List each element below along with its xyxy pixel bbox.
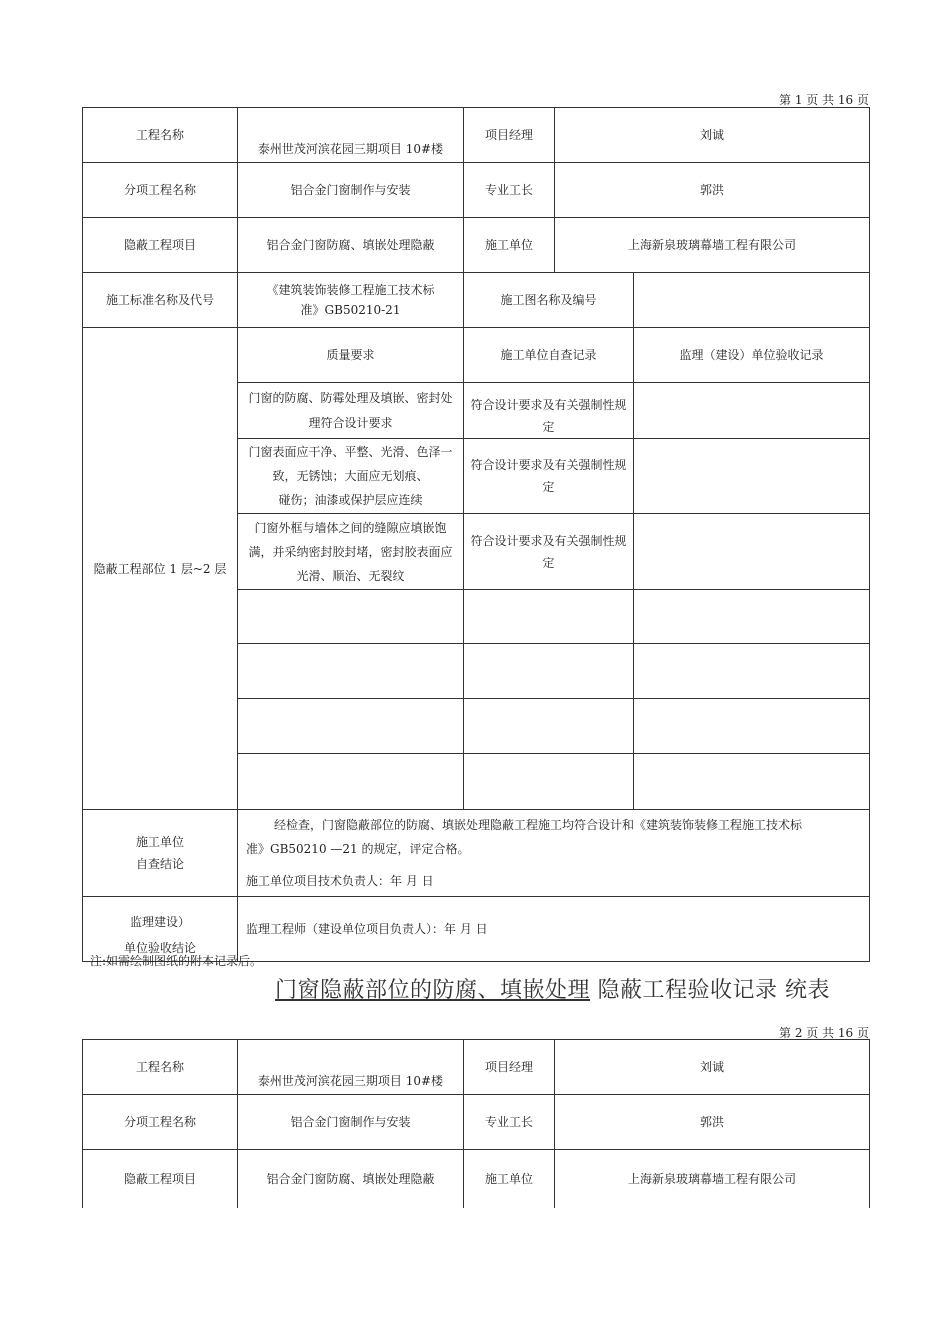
sub-project-label: 分项工程名称	[83, 1095, 238, 1150]
supervisor-sign: 监理工程师（建设单位项目负责人）：年 月 日	[238, 897, 870, 962]
check-header-quality: 质量要求	[238, 328, 464, 383]
pm-value: 刘诚	[555, 108, 870, 163]
self-check-label-1: 施工单位	[135, 835, 184, 849]
self-check-label-2: 自查结论	[135, 857, 184, 871]
self-check-sign: 施工单位项目技术负责人：年 月 日	[246, 874, 434, 888]
project-name-value: 泰州世茂河滨花园三期项目 10#楼	[238, 108, 464, 163]
empty-cell	[634, 590, 870, 644]
foreman-value: 郭洪	[555, 163, 870, 218]
check-row-3-supervisor	[634, 514, 870, 590]
check-3-line-1: 门窗外框与墙体之间的缝隙应填嵌饱	[254, 520, 447, 535]
empty-cell	[464, 590, 634, 644]
self-check-conclusion	[238, 810, 870, 897]
check-2-line-2: 致，无锈蚀；大面应无划痕、	[272, 469, 429, 483]
check-row-2-supervisor	[634, 439, 870, 514]
standard-line-2: 准》GB50210-21	[300, 303, 401, 317]
sub-project-label: 分项工程名称	[83, 163, 238, 218]
page-number: 第 1 页 共 16 页	[779, 93, 869, 107]
drawing-value	[634, 273, 870, 328]
empty-cell	[634, 754, 870, 810]
self-check-text-1: 经检查，门窗隐蔽部位的防腐、填嵌处理隐蔽工程施工均符合设计和《建筑装饰装修工程施工技术标	[274, 818, 803, 832]
check-header-supervisor: 监理（建设）单位验收记录	[634, 328, 870, 383]
contractor-value: 上海新泉玻璃幕墙工程有限公司	[555, 218, 870, 273]
check-row-1-supervisor	[634, 383, 870, 439]
pm-value: 刘诚	[555, 1040, 870, 1095]
standard-value	[238, 273, 464, 328]
document-title	[275, 973, 830, 1004]
title-underlined: 门窗隐蔽部位的防腐、填嵌处理	[275, 978, 591, 1003]
drawing-label: 施工图名称及编号	[464, 273, 634, 328]
footnote: 注:如需绘制图纸的附本记录后。	[90, 954, 263, 968]
empty-cell	[634, 699, 870, 754]
check-row-1-self: 符合设计要求及有关强制性规定	[464, 383, 634, 439]
check-1-line-1: 门窗的防腐、防霉处理及填嵌、密封处	[248, 390, 453, 405]
check-row-1-quality	[238, 383, 464, 439]
sub-project-value: 铝合金门窗制作与安装	[238, 1095, 464, 1150]
inspection-form-page2	[82, 1039, 870, 1208]
title-rest: 隐蔽工程验收记录 统表	[590, 978, 831, 1003]
inspection-form-page1	[82, 107, 870, 962]
foreman-value: 郭洪	[555, 1095, 870, 1150]
location-label: 隐蔽工程部位 1 层~2 层	[83, 328, 238, 810]
check-1-line-2: 理符合设计要求	[308, 415, 393, 430]
standard-line-1: 《建筑装饰装修工程施工技术标	[266, 283, 435, 297]
empty-cell	[238, 590, 464, 644]
empty-cell	[634, 644, 870, 699]
empty-cell	[238, 754, 464, 810]
check-row-3-quality	[238, 514, 464, 590]
check-header-self: 施工单位自查记录	[464, 328, 634, 383]
empty-cell	[464, 754, 634, 810]
standard-label: 施工标准名称及代号	[83, 273, 238, 328]
check-3-line-2: 满，并采纳密封胶封堵，密封胶表面应	[248, 544, 453, 559]
hidden-item-value: 铝合金门窗防腐、填嵌处理隐蔽	[238, 1150, 464, 1208]
check-row-2-self: 符合设计要求及有关强制性规定	[464, 439, 634, 514]
project-name-value: 泰州世茂河滨花园三期项目 10#楼	[238, 1040, 464, 1095]
project-name-label: 工程名称	[83, 108, 238, 163]
empty-cell	[464, 644, 634, 699]
contractor-label: 施工单位	[464, 218, 555, 273]
pm-label: 项目经理	[464, 108, 555, 163]
foreman-label: 专业工长	[464, 163, 555, 218]
sub-project-value: 铝合金门窗制作与安装	[238, 163, 464, 218]
project-name-label: 工程名称	[83, 1040, 238, 1095]
page-number-2: 第 2 页 共 16 页	[779, 1026, 869, 1040]
hidden-item-value: 铝合金门窗防腐、填嵌处理隐蔽	[238, 218, 464, 273]
self-check-label	[83, 810, 238, 897]
contractor-value: 上海新泉玻璃幕墙工程有限公司	[555, 1150, 870, 1208]
hidden-item-label: 隐蔽工程项目	[83, 1150, 238, 1208]
check-2-line-1: 门窗表面应干净、平整、光滑、色泽一	[248, 445, 453, 459]
check-2-line-3: 碰伤；油漆或保护层应连续	[278, 493, 423, 507]
check-row-3-self: 符合设计要求及有关强制性规定	[464, 514, 634, 590]
empty-cell	[238, 699, 464, 754]
self-check-text-2: 准》GB50210 —21 的规定，评定合格。	[246, 842, 470, 856]
check-3-line-3: 光滑、顺治、无裂纹	[296, 568, 405, 583]
empty-cell	[238, 644, 464, 699]
check-row-2-quality	[238, 439, 464, 514]
supervisor-label-2: 单位验收结论	[123, 941, 196, 955]
empty-cell	[464, 699, 634, 754]
contractor-label: 施工单位	[464, 1150, 555, 1208]
pm-label: 项目经理	[464, 1040, 555, 1095]
foreman-label: 专业工长	[464, 1095, 555, 1150]
supervisor-label-1: 监理建设）	[129, 915, 190, 929]
hidden-item-label: 隐蔽工程项目	[83, 218, 238, 273]
